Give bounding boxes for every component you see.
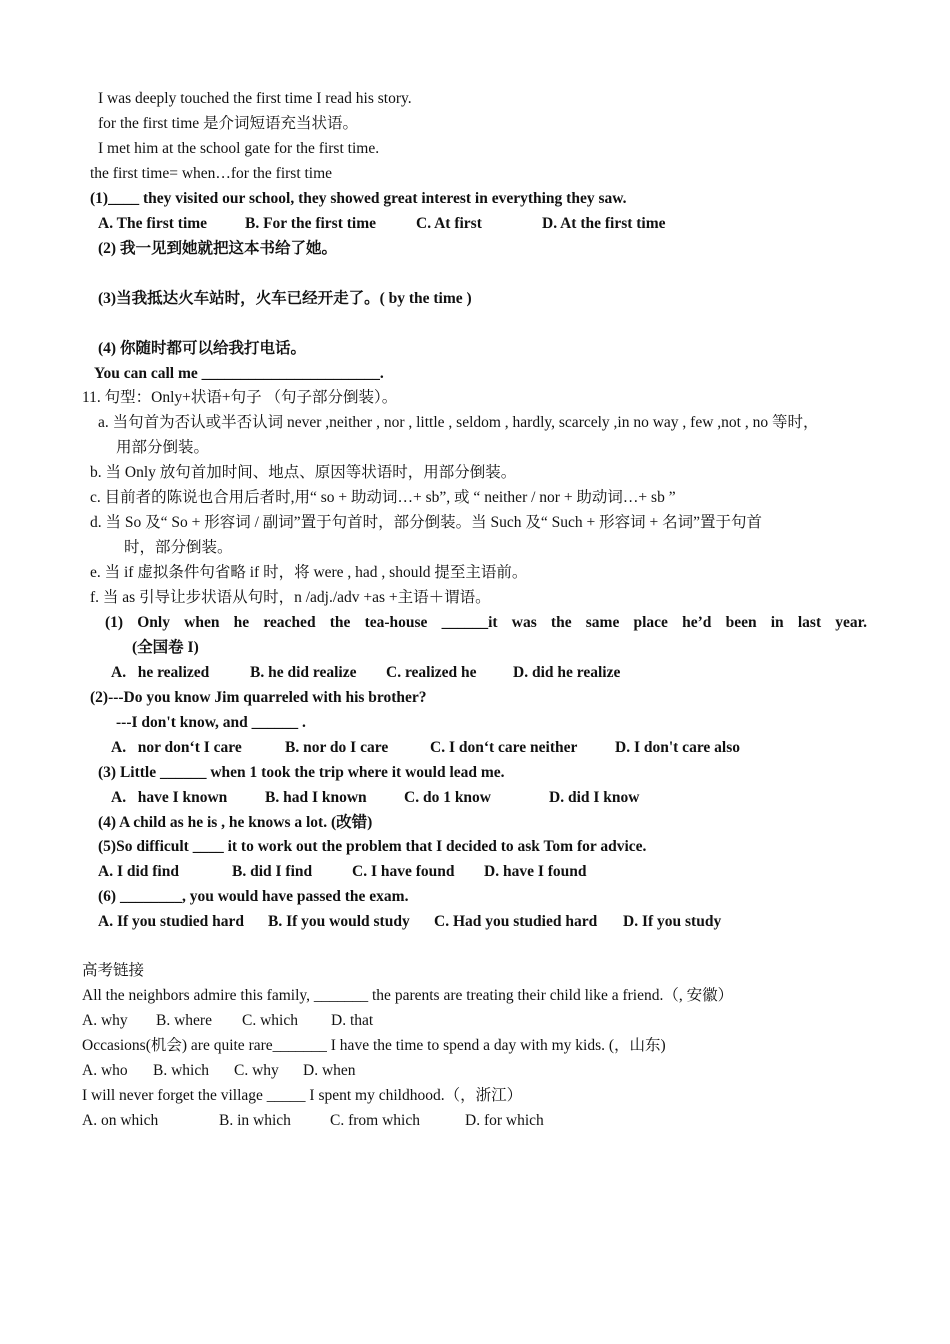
s11-question-1: (1) Only when he reached the tea-house ______it was the same place he’d been in last year. (105, 614, 867, 631)
s11-q2-option-a: A. nor don‘t I care (111, 739, 242, 756)
s11-q2-option-c: C. I don‘t care neither (430, 739, 578, 756)
q10-question-4: (4) 你随时都可以给我打电话。 (98, 340, 306, 357)
gaokao-question-2: Occasions(机会) are quite rare_______ I have the time to spend a day with my kids. (，山东) (82, 1037, 666, 1054)
s11-q5-option-b: B. did I find (232, 863, 313, 880)
s11-q2-option-d: D. I don't care also (615, 739, 741, 756)
intro-line-3: I met him at the school gate for the first time. (98, 140, 380, 157)
s11-question-5: (5)So difficult ____ it to work out the problem that I decided to ask Tom for advice. (98, 838, 647, 855)
s11-q3-option-d: D. did I know (549, 789, 640, 806)
gaokao-heading: 高考链接 (82, 962, 145, 979)
s11-q5-option-a: A. I did find (98, 863, 179, 880)
rule-f: f. 当 as 引导让步状语从句时，n /adj./adv +as +主语＋谓语。 (90, 589, 491, 606)
rule-a-line-1: a. 当句首为否认或半否认词 never ,neither , nor , little , seldom , hardly, scarcely ,in no way , few ,not , no 等时， (98, 414, 819, 431)
s11-q3-option-a: A. have I known (111, 789, 228, 806)
q10-question-3: (3)当我抵达火车站时，火车已经开走了。( by the time ) (98, 290, 472, 307)
s11-q6-option-c: C. Had you studied hard (434, 913, 598, 930)
s11-q3-option-c: C. do 1 know (404, 789, 491, 806)
s11-q1-option-c: C. realized he (386, 664, 477, 681)
q10-option-a: A. The first time (98, 215, 208, 232)
intro-line-2: for the first time 是介词短语充当状语。 (98, 115, 359, 132)
rule-a-line-2: 用部分倒装。 (116, 439, 210, 456)
intro-line-1: I was deeply touched the first time I read his story. (98, 90, 412, 107)
gaokao-question-3: I will never forget the village _____ I spent my childhood.（，浙江） (82, 1087, 523, 1104)
s11-q6-option-b: B. If you would study (268, 913, 410, 930)
gaokao-q2-option-d: D. when (303, 1062, 356, 1079)
s11-q1-option-a: A. he realized (111, 664, 210, 681)
gaokao-q1-option-a: A. why (82, 1012, 128, 1029)
gaokao-q2-option-b: B. which (153, 1062, 209, 1079)
q10-question-4-answer: You can call me _______________________. (94, 365, 384, 382)
s11-question-2-reply: ---I don't know, and ______ . (116, 714, 306, 731)
s11-q5-option-c: C. I have found (352, 863, 455, 880)
q10-option-d: D. At the first time (542, 215, 666, 232)
q10-question-2: (2) 我一见到她就把这本书给了她。 (98, 240, 337, 257)
s11-q1-option-b: B. he did realize (250, 664, 357, 681)
gaokao-q3-option-d: D. for which (465, 1112, 544, 1129)
s11-question-3: (3) Little ______ when 1 took the trip where it would lead me. (98, 764, 505, 781)
gaokao-q3-option-c: C. from which (330, 1112, 420, 1129)
rule-b: b. 当 Only 放句首加时间、地点、原因等状语时，用部分倒装。 (90, 464, 517, 481)
s11-question-2: (2)---Do you know Jim quarreled with his brother? (90, 689, 427, 706)
gaokao-q3-option-b: B. in which (219, 1112, 291, 1129)
s11-q6-option-d: D. If you study (623, 913, 722, 930)
gaokao-question-1: All the neighbors admire this family, _______ the parents are treating their child like a friend.（, 安徽） (82, 987, 734, 1004)
s11-q3-option-b: B. had I known (265, 789, 367, 806)
gaokao-q3-option-a: A. on which (82, 1112, 159, 1129)
s11-q1-option-d: D. did he realize (513, 664, 621, 681)
section-11-title: 11. 句型：Only+状语+句子 （句子部分倒装）。 (82, 389, 398, 406)
q10-question-1: (1)____ they visited our school, they showed great interest in everything they saw. (90, 190, 627, 207)
rule-d-line-2: 时，部分倒装。 (124, 539, 233, 556)
intro-line-4: the first time= when…for the first time (90, 165, 333, 182)
rule-c: c. 目前者的陈说也合用后者时,用“ so + 助动词…+ sb”, 或 “ neither / nor + 助动词…+ sb ” (90, 489, 676, 506)
gaokao-q1-option-b: B. where (156, 1012, 212, 1029)
gaokao-q1-option-d: D. that (331, 1012, 374, 1029)
s11-question-6: (6) ________, you would have passed the exam. (98, 888, 409, 905)
gaokao-q2-option-c: C. why (234, 1062, 279, 1079)
s11-question-1-source: (全国卷 I) (132, 639, 199, 656)
q10-option-c: C. At first (416, 215, 482, 232)
s11-question-4: (4) A child as he is , he knows a lot. (改错) (98, 814, 373, 831)
s11-q5-option-d: D. have I found (484, 863, 587, 880)
rule-e: e. 当 if 虚拟条件句省略 if 时，将 were , had , should 提至主语前。 (90, 564, 528, 581)
gaokao-q1-option-c: C. which (242, 1012, 298, 1029)
s11-q2-option-b: B. nor do I care (285, 739, 389, 756)
gaokao-q2-option-a: A. who (82, 1062, 128, 1079)
rule-d-line-1: d. 当 So 及“ So + 形容词 / 副词”置于句首时，部分倒装。当 Such 及“ Such + 形容词 + 名词”置于句首 (90, 514, 763, 531)
s11-q6-option-a: A. If you studied hard (98, 913, 244, 930)
q10-option-b: B. For the first time (245, 215, 376, 232)
